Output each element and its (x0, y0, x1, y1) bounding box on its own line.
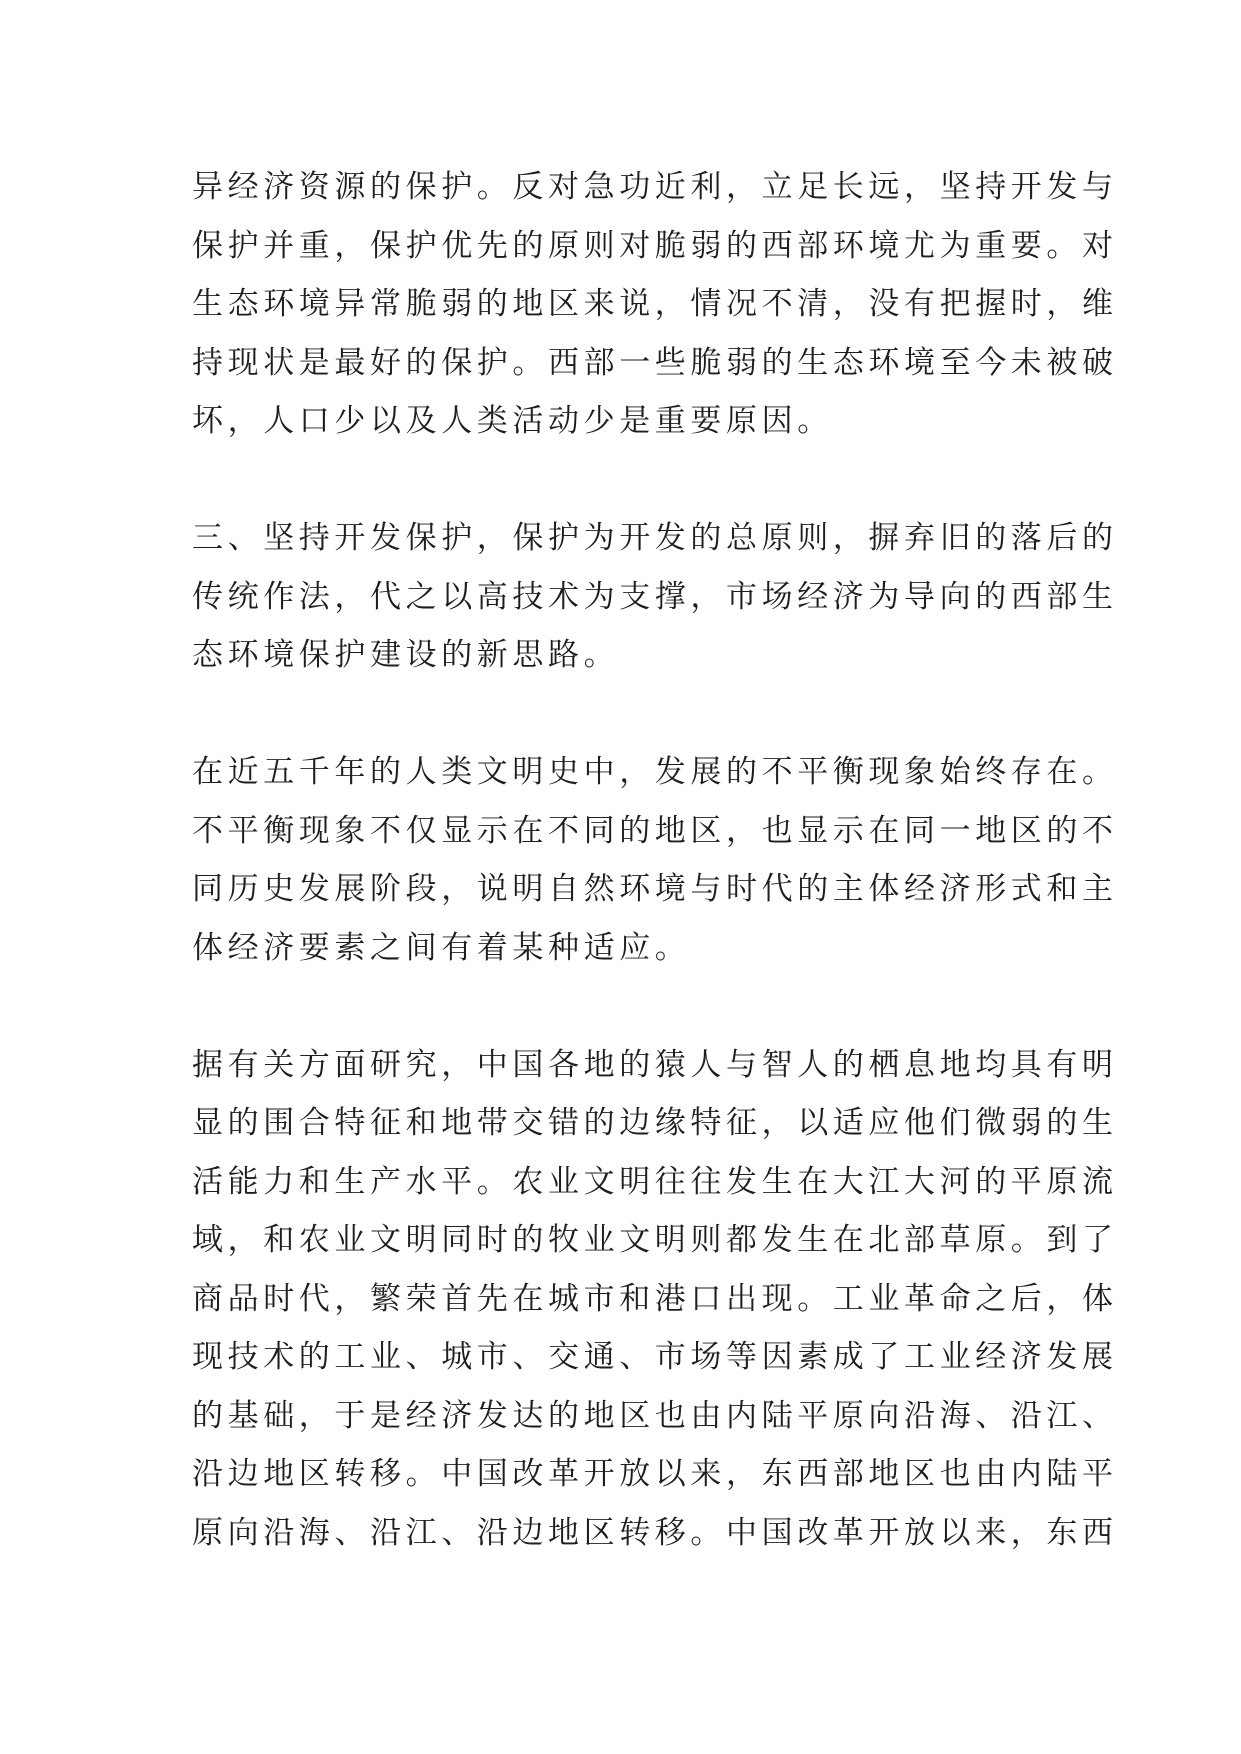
text-line: 坏，人口少以及人类活动少是重要原因。 (192, 403, 833, 439)
paragraph (192, 509, 1118, 685)
document-body (192, 158, 1118, 1562)
text-line: 传统作法，代之以高技术为支撑，市场经济为导向的西部生 (192, 578, 1118, 615)
text-line: 活能力和生产水平。农业文明往往发生在大江大河的平原流 (192, 1163, 1118, 1200)
text-line: 据有关方面研究，中国各地的猿人与智人的栖息地均具有明 (192, 1046, 1118, 1083)
paragraph (192, 1036, 1118, 1563)
text-line: 持现状是最好的保护。西部一些脆弱的生态环境至今未被破 (192, 344, 1118, 381)
text-line: 原向沿海、沿江、沿边地区转移。中国改革开放以来，东西 (192, 1514, 1118, 1551)
paragraph-gap (192, 977, 1072, 1036)
text-line: 现技术的工业、城市、交通、市场等因素成了工业经济发展 (192, 1339, 1118, 1375)
paragraph (192, 743, 1118, 977)
text-line: 显的围合特征和地带交错的边缘特征，以适应他们微弱的生 (192, 1105, 1118, 1141)
paragraph-gap (192, 685, 1072, 744)
text-line: 异经济资源的保护。反对急功近利，立足长远，坚持开发与 (192, 169, 1118, 205)
text-line: 三、坚持开发保护，保护为开发的总原则，摒弃旧的落后的 (192, 520, 1118, 556)
paragraph-gap (192, 451, 1072, 510)
text-line: 不平衡现象不仅显示在不同的地区，也显示在同一地区的不 (192, 812, 1118, 849)
text-line: 在近五千年的人类文明史中，发展的不平衡现象始终存在。 (192, 754, 1118, 790)
text-line: 的基础，于是经济发达的地区也由内陆平原向沿海、沿江、 (192, 1397, 1118, 1434)
text-line: 域，和农业文明同时的牧业文明则都发生在北部草原。到了 (192, 1222, 1118, 1258)
text-line: 生态环境异常脆弱的地区来说，情况不清，没有把握时，维 (192, 286, 1118, 322)
text-line: 态环境保护建设的新思路。 (192, 637, 620, 673)
text-line: 同历史发展阶段，说明自然环境与时代的主体经济形式和主 (192, 871, 1118, 907)
paragraph (192, 158, 1118, 451)
text-line: 体经济要素之间有着某种适应。 (192, 929, 691, 966)
text-line: 商品时代，繁荣首先在城市和港口出现。工业革命之后，体 (192, 1280, 1118, 1317)
text-line: 保护并重，保护优先的原则对脆弱的西部环境尤为重要。对 (192, 227, 1118, 264)
text-line: 沿边地区转移。中国改革开放以来，东西部地区也由内陆平 (192, 1456, 1118, 1492)
